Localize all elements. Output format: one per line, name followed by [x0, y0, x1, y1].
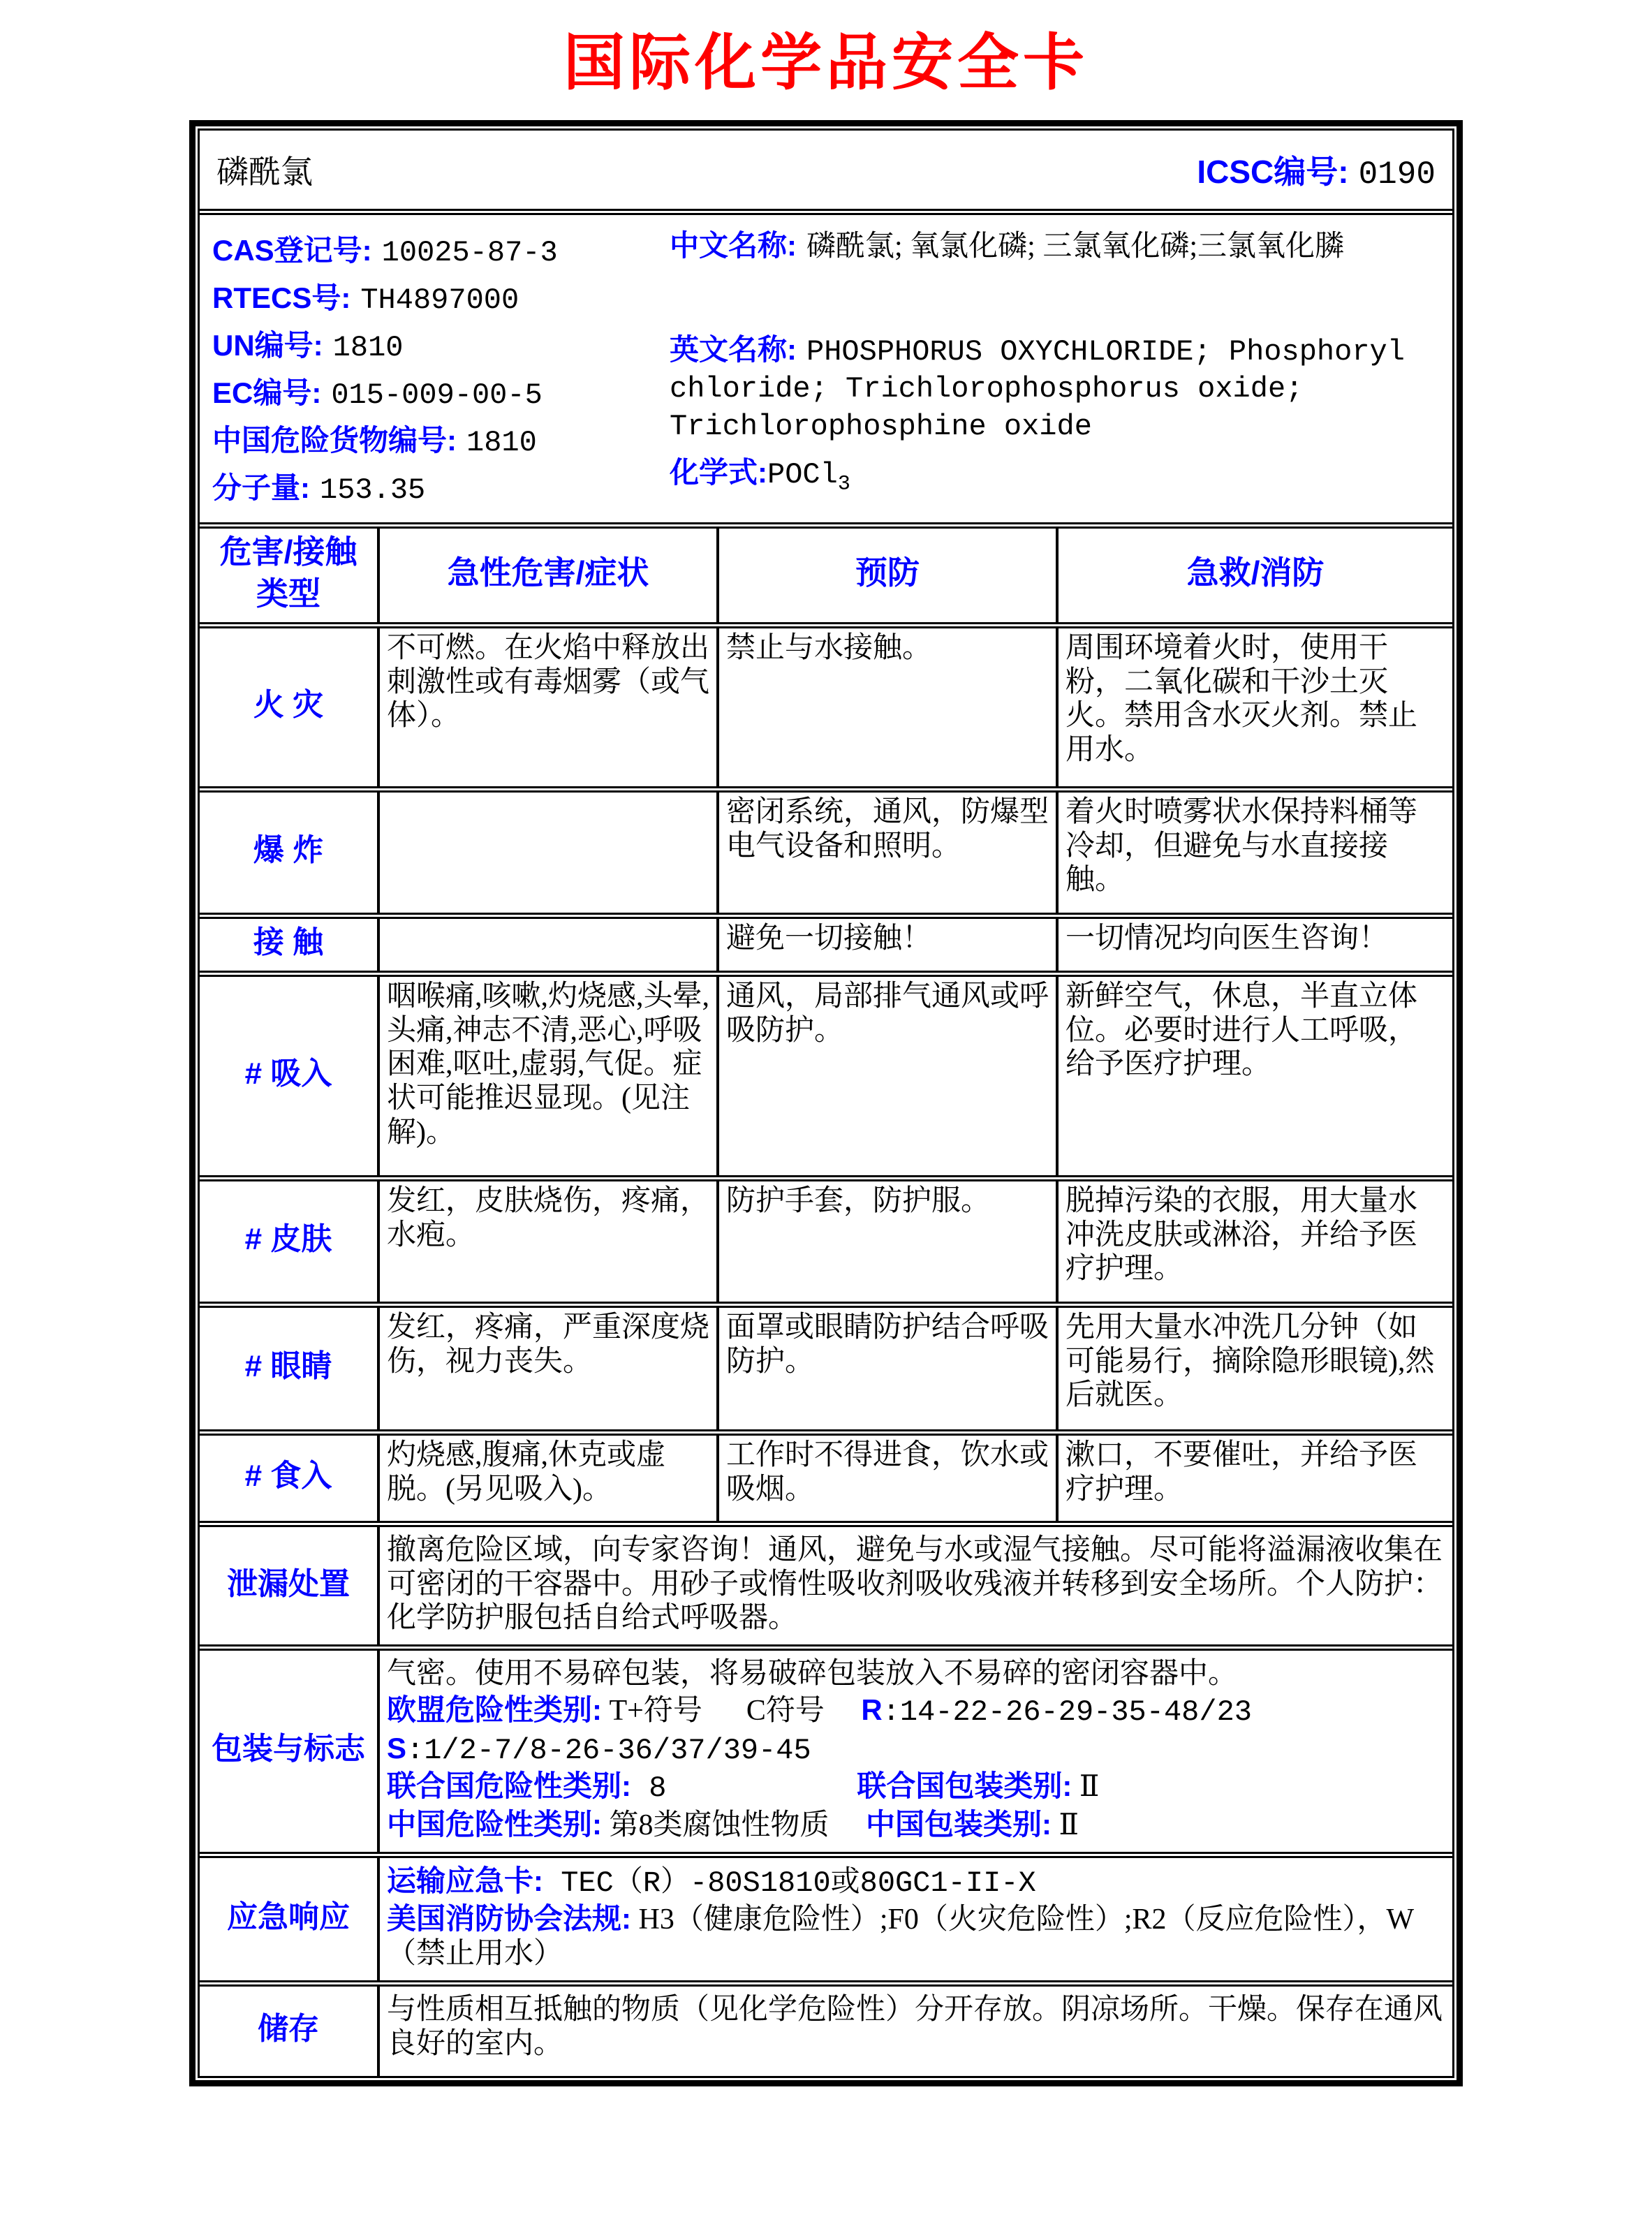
page-title: 国际化学品安全卡 — [563, 30, 1089, 98]
identifier-row — [212, 370, 670, 412]
text-segment: H3（健康危险性）;F0（火灾危险性）;R2（反应危险性），W （禁止用水） — [387, 1903, 1421, 1971]
hazard-row — [200, 1175, 1452, 1302]
text-segment: 中国危险性类别: — [387, 1808, 602, 1841]
identifier-value: TH4897000 — [360, 283, 519, 317]
section-row — [200, 1521, 1452, 1644]
identification-block — [200, 209, 1452, 522]
section-line — [387, 1769, 1445, 1806]
text-segment: Ⅱ — [1052, 1809, 1079, 1842]
hazard-row — [200, 786, 1452, 913]
section-label-cell: 包装与标志 — [212, 1732, 365, 1767]
identifier-value: 015-009-00-5 — [331, 378, 543, 412]
response-cell: 新鲜空气，休息，半直立体位。必要时进行人工呼吸，给予医疗护理。 — [1056, 977, 1452, 1175]
chinese-name-label: 中文名称: — [670, 229, 797, 262]
icsc-number: 0190 — [1358, 156, 1436, 193]
text-segment: Ⅱ — [1072, 1771, 1100, 1804]
response-cell: 着火时喷雾状水保持料桶等冷却，但避免与水直接接触。 — [1056, 793, 1452, 913]
identifier-row — [212, 418, 670, 459]
symptoms-cell: 灼烧感,腹痛,休克或虚脱。(另见吸入)。 — [377, 1436, 716, 1521]
hazard-row — [200, 622, 1452, 786]
prevention-cell: 防护手套，防护服。 — [716, 1181, 1056, 1302]
identifier-row — [212, 323, 670, 364]
identifier-value: 1810 — [332, 331, 404, 364]
symptoms-cell: 不可燃。在火焰中释放出刺激性或有毒烟雾（或气体）。 — [377, 628, 716, 786]
hazard-type-cell: 火 灾 — [253, 688, 324, 723]
section-line — [387, 1657, 1445, 1691]
identifier-list — [212, 228, 670, 507]
text-segment: 联合国包装类别: — [857, 1769, 1072, 1803]
icsc-number-group — [1197, 147, 1436, 193]
hazard-col-header-symptoms: 急性危害/症状 — [377, 529, 716, 622]
text-segment: 运输应急卡: — [387, 1864, 543, 1897]
prevention-cell: 密闭系统，通风，防爆型电气设备和照明。 — [716, 793, 1056, 913]
text-segment — [666, 1771, 857, 1803]
hazard-col-header-prevention: 预防 — [716, 529, 1056, 622]
english-name-value: PHOSPHORUS OXYCHLORIDE; Phosphoryl chloride; Trichlorophosphorus oxide; Trichlorophosphine oxide — [670, 335, 1405, 443]
prevention-cell: 避免一切接触！ — [716, 919, 1056, 971]
section-content-cell — [377, 1987, 1452, 2076]
response-cell: 一切情况均向医生咨询！ — [1056, 919, 1452, 971]
response-cell: 脱掉污染的衣服，用大量水冲洗皮肤或淋浴，并给予医疗护理。 — [1056, 1181, 1452, 1302]
identifier-value: 1810 — [466, 426, 537, 459]
english-name-row — [670, 332, 1437, 445]
formula-label: 化学式: — [670, 455, 767, 489]
text-segment: TEC（R）-80S1810或80GC1-II-X — [543, 1866, 1036, 1900]
section-line — [387, 1693, 1445, 1730]
text-segment: 与性质相互抵触的物质（见化学危险性）分开存放。阴凉场所。干燥。保存在通风良好的室内。 — [387, 1993, 1443, 2060]
hazard-type-cell: # 皮肤 — [244, 1222, 332, 1257]
prevention-cell: 工作时不得进食，饮水或吸烟。 — [716, 1436, 1056, 1521]
identifier-value: 153.35 — [320, 473, 426, 507]
symptoms-cell: 发红，疼痛，严重深度烧伤，视力丧失。 — [377, 1308, 716, 1429]
identifier-label: RTECS号: — [212, 281, 351, 314]
hazard-type-cell: 接 触 — [253, 925, 324, 960]
section-label-cell: 应急响应 — [227, 1899, 350, 1934]
section-content-cell — [377, 1651, 1452, 1852]
text-segment: 美国消防协会法规: — [387, 1902, 631, 1936]
text-segment: 第8类腐蚀性物质 — [602, 1809, 866, 1842]
card-header-strip — [200, 131, 1452, 209]
response-cell: 周围环境着火时，使用干粉，二氧化碳和干沙土灭火。禁用含水灭火剂。禁止用水。 — [1056, 628, 1452, 786]
text-segment: :1/2-7/8-26-36/37/39-45 — [406, 1733, 811, 1767]
identifier-label: CAS登记号: — [212, 234, 372, 267]
section-row — [200, 1644, 1452, 1852]
text-segment: 中国包装类别: — [866, 1808, 1052, 1841]
section-line — [387, 1864, 1445, 1901]
text-segment: T+符号 C符号 — [602, 1694, 862, 1727]
text-segment: 联合国危险性类别: — [387, 1769, 631, 1803]
english-name-label: 英文名称: — [670, 333, 797, 367]
hazard-col-header-response: 急救/消防 — [1056, 529, 1452, 622]
text-segment: :14-22-26-29-35-48/23 — [882, 1695, 1252, 1729]
chinese-name-value: 磷酰氯; 氧氯化磷; 三氯氧化磷;三氯氧化膦 — [806, 230, 1345, 263]
symptoms-cell — [377, 919, 716, 971]
response-cell: 先用大量水冲洗几分钟（如可能易行，摘除隐形眼镜),然后就医。 — [1056, 1308, 1452, 1429]
formula-value: POCl — [767, 457, 838, 492]
hazard-type-cell: # 食入 — [244, 1459, 332, 1494]
hazard-row — [200, 913, 1452, 971]
formula-row — [670, 455, 1437, 497]
section-label-cell: 泄漏处置 — [227, 1566, 350, 1601]
identifier-row — [212, 228, 670, 270]
safety-card-inner — [198, 128, 1454, 2078]
hazard-type-cell: 爆 炸 — [253, 833, 324, 868]
hazard-type-cell: # 眼睛 — [244, 1349, 332, 1384]
text-segment: S — [387, 1731, 407, 1765]
names-block — [670, 228, 1437, 507]
identifier-label: 中国危险货物编号: — [212, 424, 457, 457]
hazard-type-cell: # 吸入 — [244, 1056, 332, 1091]
section-line — [387, 1902, 1445, 1971]
section-row — [200, 1852, 1452, 1980]
identifier-label: UN编号: — [212, 329, 323, 362]
text-segment: 撤离危险区域，向专家咨询！通风，避免与水或湿气接触。尽可能将溢漏液收集在可密闭的干容器中。用砂子或惰性吸收剂吸收残液并转移到安全场所。个人防护：化学防护服包括自给式呼吸器。 — [387, 1534, 1443, 1635]
hazard-col-header-type: 危害/接触类型 — [219, 533, 357, 612]
symptoms-cell: 咽喉痛,咳嗽,灼烧感,头晕,头痛,神志不清,恶心,呼吸困难,呕吐,虚弱,气促。症状可能推迟显现。(见注解)。 — [377, 977, 716, 1175]
identifier-label: EC编号: — [212, 376, 322, 409]
section-line — [387, 1993, 1445, 2061]
hazard-row — [200, 1302, 1452, 1429]
text-segment: 欧盟危险性类别: — [387, 1693, 602, 1726]
identifier-row — [212, 465, 670, 507]
section-content-cell — [377, 1858, 1452, 1980]
hazard-row — [200, 971, 1452, 1175]
substance-name: 磷酰氯 — [216, 154, 313, 190]
icsc-label: ICSC编号: — [1197, 154, 1349, 190]
text-segment: R — [861, 1693, 883, 1726]
identifier-row — [212, 275, 670, 317]
section-row — [200, 1980, 1452, 2076]
formula-subscript: 3 — [837, 472, 850, 496]
text-segment: 气密。使用不易碎包装，将易破碎包装放入不易碎的密闭容器中。 — [387, 1658, 1238, 1691]
section-line — [387, 1808, 1445, 1843]
identifier-label: 分子量: — [212, 471, 310, 504]
prevention-cell: 禁止与水接触。 — [716, 628, 1056, 786]
prevention-cell: 通风，局部排气通风或呼吸防护。 — [716, 977, 1056, 1175]
section-line — [387, 1533, 1445, 1635]
hazard-row — [200, 1429, 1452, 1521]
text-segment: 8 — [631, 1772, 667, 1806]
symptoms-cell — [377, 793, 716, 913]
response-cell: 漱口，不要催吐，并给予医疗护理。 — [1056, 1436, 1452, 1521]
prevention-cell: 面罩或眼睛防护结合呼吸防护。 — [716, 1308, 1056, 1429]
chinese-name-row — [670, 228, 1437, 265]
section-content-cell — [377, 1527, 1452, 1644]
identifier-value: 10025-87-3 — [381, 236, 558, 270]
section-label-cell: 储存 — [258, 2012, 319, 2047]
hazard-header-row — [200, 522, 1452, 622]
safety-card — [189, 120, 1463, 2086]
section-line — [387, 1732, 1445, 1768]
symptoms-cell: 发红，皮肤烧伤，疼痛，水疱。 — [377, 1181, 716, 1302]
